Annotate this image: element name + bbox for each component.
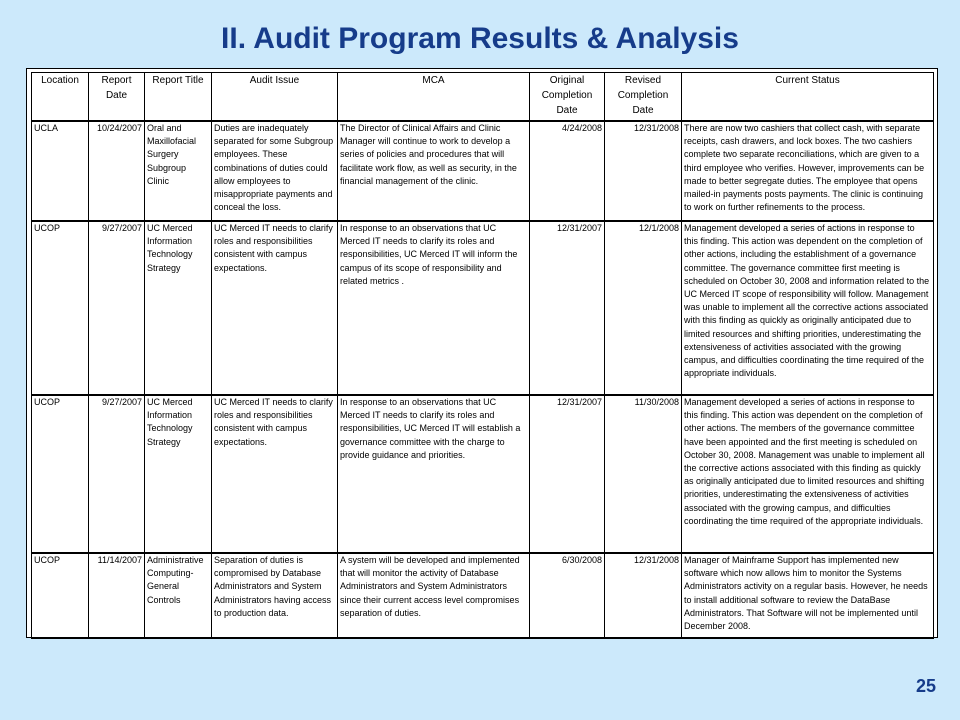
original-completion-date-cell: 12/31/2007 <box>530 395 605 553</box>
column-header-revised-completion-date: Revised Completion Date <box>605 73 682 122</box>
revised-completion-date-cell: 12/1/2008 <box>605 221 682 395</box>
column-header-report-title: Report Title <box>145 73 212 122</box>
column-header-mca: MCA <box>338 73 530 122</box>
report-date-cell: 9/27/2007 <box>89 395 145 553</box>
column-header-location: Location <box>32 73 89 122</box>
report-title-cell: Oral and Maxillofacial Surgery Subgroup Clinic <box>145 121 212 221</box>
table-header-row <box>32 73 934 122</box>
table-row <box>32 221 934 395</box>
location-cell: UCOP <box>32 553 89 638</box>
table-row <box>32 395 934 553</box>
revised-completion-date-cell: 11/30/2008 <box>605 395 682 553</box>
page-number: 25 <box>915 676 936 696</box>
location-cell: UCOP <box>32 221 89 395</box>
report-title-cell: Administrative Computing-General Controls <box>145 553 212 638</box>
original-completion-date-cell: 6/30/2008 <box>530 553 605 638</box>
current-status-cell: There are now two cashiers that collect cash, with separate receipts, cash drawers, and lock boxes. The two cashiers complete two separate reconciliations, which are given to a third employee who verifies. However, improvements can be made to better segregate duties. The employee that opens mailed-in payments posts payments. The clinic is continuing to work on further refinements to the process. <box>682 121 934 221</box>
original-completion-date-cell: 12/31/2007 <box>530 221 605 395</box>
report-date-cell: 10/24/2007 <box>89 121 145 221</box>
mca-cell: A system will be developed and implemented that will monitor the activity of Database Administrators and System Administrators since their current access level compromises separation of duties. <box>338 553 530 638</box>
revised-completion-date-cell: 12/31/2008 <box>605 553 682 638</box>
page-title: II. Audit Program Results & Analysis <box>221 22 739 55</box>
report-date-cell: 9/27/2007 <box>89 221 145 395</box>
table-row <box>32 121 934 221</box>
table-row <box>32 553 934 638</box>
audit-issue-cell: UC Merced IT needs to clarify roles and responsibilities consistent with campus expectations. <box>212 395 338 553</box>
column-header-audit-issue: Audit Issue <box>212 73 338 122</box>
mca-cell: In response to an observations that UC Merced IT needs to clarify its roles and responsibilities, UC Merced IT will inform the campus of its scope of responsibility and related metrics . <box>338 221 530 395</box>
report-date-cell: 11/14/2007 <box>89 553 145 638</box>
column-header-original-completion-date: Original Completion Date <box>530 73 605 122</box>
current-status-cell: Manager of Mainframe Support has implemented new software which now allows him to monitor the Systems Administrators activity on a regular basis. However, he needs to install additional software to review the DataBase Administrators. That Software will not be implemented until December 2008. <box>682 553 934 638</box>
mca-cell: In response to an observations that UC Merced IT needs to clarify its roles and responsibilities, UC Merced IT will establish a governance committee with the charge to provide guidance and priorities. <box>338 395 530 553</box>
location-cell: UCLA <box>32 121 89 221</box>
audit-results-table <box>31 72 934 639</box>
column-header-current-status: Current Status <box>682 73 934 122</box>
column-header-report-date: Report Date <box>89 73 145 122</box>
mca-cell: The Director of Clinical Affairs and Clinic Manager will continue to work to develop a series of policies and procedures that will facilitate work flow, as well as security, in the financial management of the clinic. <box>338 121 530 221</box>
revised-completion-date-cell: 12/31/2008 <box>605 121 682 221</box>
current-status-cell: Management developed a series of actions in response to this finding. This action was dependent on the completion of other actions, including the establishment of a governance committee. The governance committee first meeting is scheduled on October 30, 2008 and information related to the UC Merced IT scope of responsibility will follow. Management was unable to implement all the corrective actions associated with this finding as quickly as originally anticipated due to limited resources and shifting priorities, underestimating the extensiveness of activities associated with the growing campus, and difficulties coordinating the time required of the appropriate individuals. <box>682 221 934 395</box>
location-cell: UCOP <box>32 395 89 553</box>
current-status-cell: Management developed a series of actions in response to this finding. This action was dependent on the completion of other actions. The members of the governance committee have been appointed and the first meeting is scheduled on October 30, 2008. Management was unable to implement all the corrective actions associated with this finding as quickly as originally anticipated due to limited resources and shifting priorities, underestimating the extensiveness of activities associated with the growing campus, and difficulties coordinating the time required of the appropriate individuals. <box>682 395 934 553</box>
audit-issue-cell: UC Merced IT needs to clarify roles and responsibilities consistent with campus expectations. <box>212 221 338 395</box>
audit-results-sheet <box>26 68 938 638</box>
audit-issue-cell: Duties are inadequately separated for some Subgroup employees. These combinations of duties could allow employees to misappropriate payments and conceal the loss. <box>212 121 338 221</box>
original-completion-date-cell: 4/24/2008 <box>530 121 605 221</box>
audit-issue-cell: Separation of duties is compromised by Database Administrators and System Administrators having access to production data. <box>212 553 338 638</box>
report-title-cell: UC Merced Information Technology Strategy <box>145 395 212 553</box>
report-title-cell: UC Merced Information Technology Strategy <box>145 221 212 395</box>
